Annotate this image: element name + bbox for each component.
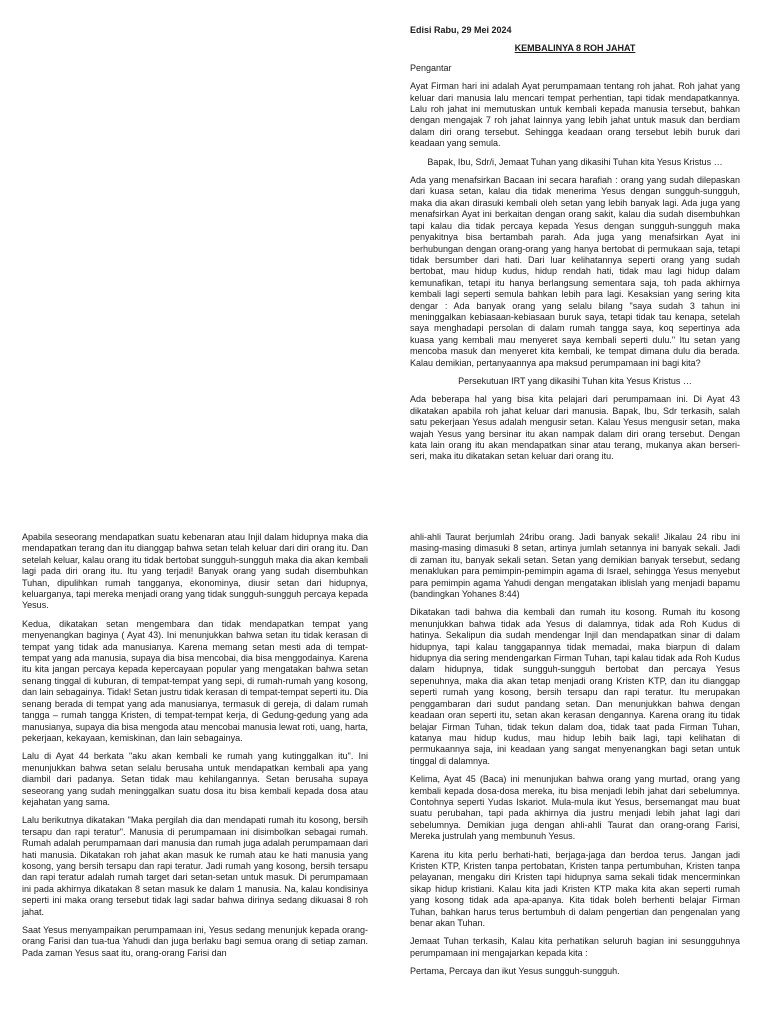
- paragraph: Pertama, Percaya dan ikut Yesus sungguh-sungguh.: [410, 966, 620, 977]
- paragraph: Persekutuan IRT yang dikasihi Tuhan kita Yesus Kristus …: [458, 375, 692, 386]
- paragraph: Bapak, Ibu, Sdr/i, Jemaat Tuhan yang dikasihi Tuhan kita Yesus Kristus …: [427, 156, 723, 167]
- paragraph: Ada yang menafsirkan Bacaan ini secara harafiah : orang yang sudah dilepaskan dari kuasa setan, kalau dia tidak menerima Yesus dengan sungguh-sungguh, maka dia akan dirasuki kembali oleh setan yang lebih banyak lagi. Ada juga yang menafsirkan Ayat ini berkaitan dengan orang sakit, kalau dia sudah disembuhkan tapi kalau dia tidak percaya kepada Yesus dengan sungguh-sungguh maka penyakitnya bisa bertambah parah. Ada juga yang menafsirkan Ayat ini berhubungan dengan orang-orang yang hanya bertobat di permukaan saja, tetapi tidak bersumber dari hati. Dari luar kelihatannya seperti orang yang sudah bertobat, mau hidup kudus, hidup rendah hati, tidak mau lagi hidup dalam kemunafikan, tetapi itu hanya berlangsung sementara saja, toh pada akhirnya kembali lagi seperti semula bahkan lebih para lagi. Kesaksian yang sering kita dengar : Ada banyak orang yang selalu bilang "saya sudah 3 tahun ini meninggalkan kebiasaan-kebiasaan buruk saya, tetapi tidak tau kenapa, setelah saya menghadapi persolan di dalam rumah tangga saya, koq sepertinya ada kuasa yang kembali mau menyeret saya kembali seperti dulu." Itu setan yang mencoba masuk dan menyeret kita kembali, ke tempat dimana dulu dia berada. Kalau demikian, pertanyaannya apa maksud perumpamaan ini bagi kita?: [410, 175, 740, 368]
- paragraph: Lalu berikutnya dikatakan "Maka pergilah dia dan mendapati rumah itu kosong, bersih tersapu dan rapi teratur". Manusia di perumpamaan ini disimbolkan sebagai rumah. Rumah adalah perumpamaan dari manusia dan rumah juga adalah perumpamaan dari hati manusia. Dikatakan roh jahat akan masuk ke rumah atau ke hati manusia yang kosong, yang bersih tersapu dan rapi teratur. Jadi rumah yang kosong, bersih tersapu dan rapi teratur adalah rumah target dari setan-setan untuk masuk. Di perumpamaan ini pada akhirnya dikatakan 8 setan masuk ke dalam 1 manusia. Na, kalau kondisinya seperti ini maka orang tersebut tidak lagi sadar bahwa dirinya sedang dikuasai 8 roh jahat.: [22, 815, 368, 917]
- paragraph: Apabila seseorang mendapatkan suatu kebenaran atau Injil dalam hidupnya maka dia mendapatkan terang dan itu dianggap bahwa setan telah keluar dari diri orang itu. Dan setelah keluar, kalau orang itu tidak bertobat sungguh-sungguh maka dia akan kembali lagi pada diri orang itu. Itu yang terjadi! Banyak orang yang sudah disembuhkan Tuhan, dipulihkan rumah tangganya, ekonominya, diusir setan dari hidupnya, keluarganya, tapi mereka menjadi orang yang tidak sungguh-sungguh percaya kepada Yesus.: [22, 532, 368, 611]
- left-column: [22, 532, 368, 966]
- right-column: [410, 532, 740, 985]
- paragraph: Ada beberapa hal yang bisa kita pelajari dari perumpamaan ini. Di Ayat 43 dikatakan apabila roh jahat keluar dari manusia. Bapak, Ibu, Sdr terkasih, salah satu pekerjaan Yesus adalah mengusir setan. Kalau Yesus mengusir setan, maka wajah Yesus yang bersinar itu akan nampak dalam diri orang tersebut. Dengan kata lain orang itu akan mendapatkan sinar atau terang, mukanya akan berseri-seri, maka itu dikatakan setan keluar dari orang itu.: [410, 394, 740, 462]
- paragraph: Lalu di Ayat 44 berkata "aku akan kembali ke rumah yang kutinggalkan itu". Ini menunjukkan bahwa setan selalu berusaha untuk mendapatkan kembali apa yang diambil dari padanya. Setan tidak mau kehilangannya. Setan berusaha supaya seseorang yang sudah meninggalkan suatu dosa itu bisa kembali kepada dosa atau kejahatan yang sama.: [22, 751, 368, 807]
- left-paragraphs: [22, 532, 368, 959]
- paragraph: ahli-ahli Taurat berjumlah 24ribu orang. Jadi banyak sekali! Jikalau 24 ribu ini masing-masing dimasuki 8 setan, artinya jumlah setannya ini banyak sekali. Jadi di zaman itu, banyak sekali setan. Setan yang demikian banyak tersebut, sedang menaklukan para pemimpin-pemimpin agama di Israel, sehingga Yesus menyebut para pemimpin agama Yahudi dengan mengatakan iblislah yang menjadi bapamu (bandingkan Yohanes 8:44): [410, 532, 740, 600]
- intro-label: Pengantar: [410, 62, 452, 73]
- paragraph: Dikatakan tadi bahwa dia kembali dan rumah itu kosong. Rumah itu kosong menunjukkan bahwa tidak ada Yesus di dalamnya, tidak ada Roh Kudus di hatinya. Sekalipun dia sudah mendengar Injil dan mendapatkan sinar di dalam hidupnya, tapi kalau tanggapannya tidak memadai, maka biarpun di dalam hidupnya dia sering mendengarkan Firman Tuhan, tapi kalau tidak ada Roh Kudus dalam hidupnya, tidak sungguh-sungguh bertobat dan percaya Yesus sepenuhnya, maka dia akan tetap menjadi orang Kristen KTP, dan itu dianggap seperti rumah yang kosong, bersih tersapu dan rapi teratur. Itu merupakan penggambaran dari sudut pandang setan. Dan menunjukkan bahwa dengan keadaan oran seperti itu, setan akan kerasan dengannya. Karena orang itu tidak belajar Firman Tuhan, tidak tekun dalam doa, tidak taat pada Firman Tuhan, katanya mau hidup kudus, mau hidup lebih baik lagi, tapi kelihatan di permukaannya saja, ini keadaan yang sangat menyenangkan bagi setan untuk tinggal di dalamnya.: [410, 607, 740, 766]
- paragraph: Jemaat Tuhan terkasih, Kalau kita perhatikan seluruh bagian ini sesungguhnya perumpamaan ini mengajarkan kepada kita :: [410, 936, 740, 958]
- right-paragraphs: [410, 532, 740, 978]
- paragraph: Kelima, Ayat 45 (Baca) ini menunjukan bahwa orang yang murtad, orang yang kembali kepada dosa-dosa mereka, itu bisa menjadi lebih jahat dari sebelumnya. Contohnya seperti Yudas Iskariot. Mula-mula ikut Yesus, bersemangat mau buat suatu perubahan, tapi pada akhirnya dia justru menjadi lebih jahat lagi dari sebelumnya. Demikian juga dengan ahli-ahli Taurat dan orang-orang Farisi, Mereka justrulah yang membunuh Yesus.: [410, 774, 740, 842]
- paragraph: Kedua, dikatakan setan mengembara dan tidak mendapatkan tempat yang menyenangkan baginya ( Ayat 43). Ini menunjukkan bahwa setan itu tidak kerasan di tempat yang tidak ada manusianya. Karena memang setan mesti ada di tempat-tempat yang ada manusia, supaya dia bisa mencobai, dia bisa menggodainya. Karena itu kita jangan percaya kepada kepercayaan popular yang mengatakan bahwa setan senang tinggal di kuburan, di tempat-tempat yang sepi, di rumah-rumah yang kosong, dan lain sebagainya. Tidak! Setan justru tidak kerasan di tempat-tempat seperti itu. Dia senang berada di tempat yang ada manusianya, termasuk di gereja, di dalam rumah tangga – rumah tangga Kristen, di tempat-tempat kerja, di Gedung-gedung yang ada manusianya, supaya dia bisa mengoda atau mencobai manusia lewat roti, uang, harta, pekerjaan, kekayaan, kemiskinan, dan lain sebagainya.: [22, 618, 368, 743]
- edition-date: Edisi Rabu, 29 Mei 2024: [410, 25, 512, 35]
- paragraph: Saat Yesus menyampaikan perumpamaan ini, Yesus sedang menunjuk kepada orang-orang Farisi dan tua-tua Yahudi dan juga berlaku bagi semua orang di setiap zaman. Pada zaman Yesus saat itu, orang-orang Farisi dan: [22, 925, 368, 958]
- paragraph: Karena itu kita perlu berhati-hati, berjaga-jaga dan berdoa terus. Jangan jadi Kristen KTP, Kristen tanpa pertobatan, Kristen tanpa pertumbuhan, Kristen tanpa pelayanan, mengaku diri Kristen tapi hidupnya sama sekali tidak mencerminkan sikap hidup kristiani. Kalau kita jadi Kristen KTP maka kita akan seperti rumah yang kosong tidak ada apa-apanya. Kita tidak boleh berhenti belajar Firman Tuhan, bahkan harus terus bertumbuh di dalam pengertian dan pengenalan yang benar akan Tuhan.: [410, 849, 740, 928]
- top-paragraphs: [410, 81, 740, 463]
- top-column: [410, 25, 740, 470]
- article-title: KEMBALINYA 8 ROH JAHAT: [514, 43, 636, 54]
- paragraph: Ayat Firman hari ini adalah Ayat perumpamaan tentang roh jahat. Roh jahat yang keluar dari manusia lalu mencari tempat perhentian, tapi tidak mendapatkannya. Lalu roh jahat ini memutuskan untuk kembali kepada manusia tersebut, bahkan dengan mengajak 7 roh jahat lainnya yang lebih jahat untuk masuk dan berdiam dalam diri orang tersebut. Sehingga keadaan orang tersebut lebih buruk dari keadaan yang semula.: [410, 81, 740, 149]
